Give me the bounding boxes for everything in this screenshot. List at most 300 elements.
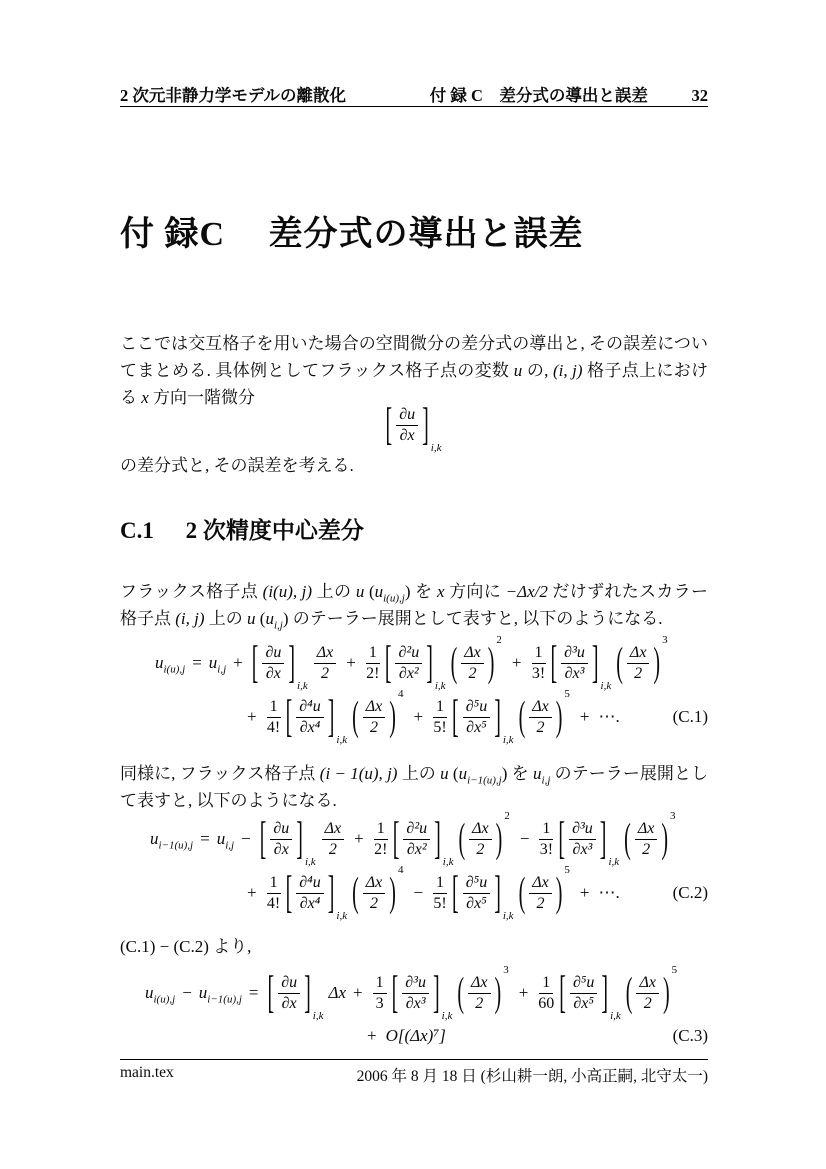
left-bracket: [ <box>285 867 293 919</box>
fraction-numerator: ∂²u <box>403 820 430 840</box>
equation-label: (C.1) <box>672 707 708 726</box>
math-subscript: i,j <box>217 663 227 676</box>
section-heading <box>120 512 708 545</box>
text-run: 格子点上における <box>120 361 709 407</box>
right-bracket: ] <box>288 637 296 689</box>
left-bracket: [ <box>452 691 459 743</box>
left-bracket: [ <box>385 399 393 451</box>
fraction <box>561 644 588 683</box>
equation-c3 <box>120 963 708 1052</box>
math-expression: O[(Δx)⁷] <box>385 1026 446 1045</box>
fraction-numerator: 1 <box>433 874 447 894</box>
right-paren: ) <box>389 694 396 740</box>
fraction-numerator: Δx <box>468 974 491 994</box>
left-paren: ( <box>458 816 466 862</box>
right-bracket: ] <box>426 637 433 689</box>
fraction-numerator: 1 <box>539 974 553 994</box>
fraction-numerator: ∂u <box>262 644 284 664</box>
left-bracket: [ <box>452 867 459 919</box>
fraction <box>267 698 281 737</box>
bracketed-derivative <box>558 967 623 1023</box>
fraction-numerator: 1 <box>433 698 447 718</box>
fraction-denominator: 2 <box>643 994 652 1012</box>
intro-paragraph-continuation <box>120 452 708 479</box>
inline-math: (i − 1(u), j) <box>319 764 398 783</box>
left-paren: ( <box>352 694 359 740</box>
math-subscript: i(u),j <box>153 993 176 1006</box>
equation-line <box>120 687 708 747</box>
inline-math-variable: $u_{i,j}$ <box>533 764 551 787</box>
math-operator: + <box>247 707 257 726</box>
right-bracket: ] <box>494 867 501 919</box>
inline-math: x <box>436 582 445 601</box>
fraction-denominator: ∂x <box>281 994 297 1012</box>
inline-math: (i, j) <box>175 609 205 628</box>
bracketed-derivative <box>550 637 614 693</box>
fraction-numerator: Δx <box>627 644 650 664</box>
fraction-numerator: 1 <box>532 644 546 664</box>
left-paren: ( <box>450 640 458 686</box>
fraction <box>262 644 284 683</box>
inline-math-variable: $u_{i,j}$ <box>265 609 283 632</box>
math-operator: + <box>413 707 424 726</box>
fraction-numerator: ∂u <box>270 820 292 840</box>
fraction <box>373 974 387 1013</box>
right-paren: ) <box>495 816 503 862</box>
equation-c1 <box>120 633 708 747</box>
left-bracket: [ <box>267 967 275 1019</box>
inline-math-variable: $u_{i-1(u),j}$ <box>458 764 502 787</box>
math-operator: + <box>367 1026 377 1045</box>
parenthesized-fraction <box>450 633 504 686</box>
right-bracket: ] <box>327 691 335 743</box>
fraction <box>529 698 552 737</box>
math-variable: $u_{i(u),j}$ <box>145 983 176 1006</box>
parenthesized-fraction <box>518 687 572 740</box>
fraction <box>433 874 447 913</box>
fraction-numerator: ∂⁵u <box>463 698 490 718</box>
fraction-numerator: 1 <box>374 820 388 840</box>
inline-math: −Δx/2 <box>505 582 548 601</box>
math-subscript: i−1(u),j <box>158 839 194 852</box>
bracketed-derivative <box>285 867 350 923</box>
left-paren: ( <box>625 970 633 1016</box>
left-bracket: [ <box>550 637 558 689</box>
fraction-denominator: 60 <box>538 994 555 1012</box>
fraction <box>270 820 292 859</box>
bracketed-derivative <box>451 867 516 923</box>
fraction-denominator: ∂x³ <box>564 664 585 682</box>
section-number: C.1 <box>120 518 154 543</box>
fraction-numerator: ∂u <box>396 406 418 426</box>
math-operator: + <box>579 707 590 726</box>
text-run: の差分式と, その誤差を考える. <box>120 456 354 475</box>
running-header <box>120 82 708 106</box>
fraction-denominator: ∂x² <box>398 664 419 682</box>
parenthesized-fraction <box>623 809 677 862</box>
math-operator: − <box>519 829 530 848</box>
fraction <box>363 698 386 737</box>
grid-index-subscript: i,k <box>312 1010 324 1023</box>
math-operator: = <box>192 653 202 672</box>
fraction <box>570 974 597 1013</box>
right-bracket: ] <box>304 967 311 1019</box>
math-operator: + <box>354 829 364 848</box>
right-paren: ) <box>662 970 670 1016</box>
fraction-denominator: 2 <box>642 840 651 858</box>
grid-index-subscript: i,k <box>502 910 514 923</box>
text-run: フラックス格子点 <box>120 582 263 601</box>
fraction-denominator: 2 <box>370 894 379 912</box>
chapter-title-text: 差分式の導出と誤差 <box>268 216 584 253</box>
math-variable: $u_{i-1(u),j}$ <box>198 983 242 1006</box>
fraction <box>529 874 552 913</box>
left-bracket: [ <box>392 813 400 865</box>
fraction <box>539 820 553 859</box>
exponent: 5 <box>564 863 570 876</box>
text-run: ) のテーラー展開として表すと, 以下のようになる. <box>282 609 663 628</box>
equation-line <box>120 1020 708 1052</box>
fraction <box>469 820 492 859</box>
exponent: 3 <box>670 809 676 822</box>
right-bracket: ] <box>601 967 609 1019</box>
fraction <box>363 874 386 913</box>
right-bracket: ] <box>494 691 501 743</box>
exponent: 2 <box>504 809 510 822</box>
right-paren: ) <box>487 640 495 686</box>
equation-c2 <box>120 809 708 923</box>
fraction-denominator: 2 <box>320 664 329 682</box>
fraction-denominator: 2 <box>634 664 643 682</box>
left-paren: ( <box>457 970 465 1016</box>
inline-math: x <box>141 388 149 407</box>
grid-index-subscript: i,k <box>608 856 620 869</box>
left-bracket: [ <box>559 967 566 1019</box>
fraction-numerator: Δx <box>529 874 552 894</box>
fraction-denominator: ∂x⁵ <box>573 994 594 1012</box>
chapter-title-prefix: 付 録C <box>120 216 226 253</box>
left-bracket: [ <box>251 637 259 689</box>
math-variable: $u_{i(u),j}$ <box>155 653 186 676</box>
page-number: 32 <box>691 86 708 105</box>
right-bracket: ] <box>434 813 441 865</box>
fraction-numerator: Δx <box>461 644 484 664</box>
exponent: 5 <box>564 687 570 700</box>
fraction-denominator: ∂x³ <box>572 840 593 858</box>
grid-index-subscript: i,k <box>297 680 308 693</box>
grid-index-subscript: i,k <box>430 442 442 455</box>
exponent: 2 <box>496 633 502 646</box>
fraction <box>366 644 380 683</box>
text-run: ( <box>448 764 459 783</box>
right-bracket: ] <box>327 867 335 919</box>
fraction <box>463 874 490 913</box>
fraction <box>296 698 323 737</box>
fraction <box>463 698 490 737</box>
fraction-numerator: Δx <box>636 974 659 994</box>
fraction <box>538 974 554 1013</box>
fraction-denominator: 4! <box>266 718 281 736</box>
parenthesized-fraction <box>625 963 679 1016</box>
fraction-numerator: 1 <box>267 698 281 718</box>
fraction <box>461 644 484 683</box>
math-expression: Δx <box>328 983 346 1002</box>
right-bracket: ] <box>591 637 599 689</box>
right-bracket: ] <box>432 967 440 1019</box>
equation-label: (C.3) <box>672 1026 708 1045</box>
fraction-numerator: 1 <box>267 874 281 894</box>
taylor-expansion-paragraph-1 <box>120 578 708 632</box>
right-bracket: ] <box>422 399 429 451</box>
math-operator: + <box>579 883 590 902</box>
equation-line <box>120 633 708 693</box>
fraction-numerator: ∂²u <box>395 644 422 664</box>
left-paren: ( <box>352 870 359 916</box>
inline-math: u <box>440 764 449 783</box>
text-run: ) を <box>501 764 534 783</box>
fraction-denominator: 3! <box>539 840 554 858</box>
fraction-denominator: 3 <box>375 994 384 1012</box>
math-operator: − <box>182 983 192 1002</box>
fraction <box>468 974 491 1013</box>
math-subscript: i−1(u),j <box>207 993 242 1006</box>
inline-math-subscript: i,j <box>541 774 551 787</box>
bracketed-derivative <box>557 813 621 869</box>
fraction-numerator: Δx <box>314 644 337 664</box>
fraction-denominator: 2 <box>536 718 545 736</box>
fraction <box>402 974 429 1013</box>
fraction-denominator: 5! <box>433 718 447 736</box>
fraction <box>267 874 281 913</box>
math-operator: − <box>413 883 424 902</box>
math-subscript: i,j <box>225 839 235 852</box>
fraction-numerator: 1 <box>539 820 553 840</box>
text-run: 方向に <box>444 582 506 601</box>
fraction-denominator: 2 <box>328 840 337 858</box>
math-variable: $u_{i,j}$ <box>208 653 227 676</box>
math-text: ⋯. <box>598 707 620 726</box>
fraction-numerator: ∂³u <box>569 820 596 840</box>
right-paren: ) <box>653 640 661 686</box>
derivation-note <box>120 933 708 960</box>
fraction-denominator: ∂x² <box>406 840 427 858</box>
left-paren: ( <box>624 816 631 862</box>
equation-line <box>120 863 708 923</box>
grid-index-subscript: i,k <box>610 1010 621 1023</box>
fraction-denominator: 2 <box>475 994 484 1012</box>
bracketed-derivative <box>285 691 350 747</box>
fraction <box>278 974 300 1013</box>
bracketed-derivative <box>384 637 448 693</box>
inline-math: u <box>247 609 256 628</box>
fraction-numerator: ∂⁴u <box>296 698 323 718</box>
fraction-denominator: ∂x⁴ <box>299 718 321 736</box>
math-operator: + <box>346 653 356 672</box>
text-run: 上の <box>397 764 441 783</box>
fraction-numerator: 1 <box>373 974 387 994</box>
fraction <box>569 820 596 859</box>
fraction-numerator: Δx <box>529 698 552 718</box>
fraction <box>433 698 447 737</box>
right-paren: ) <box>661 816 669 862</box>
fraction-denominator: 2! <box>366 664 380 682</box>
fraction-denominator: 2 <box>468 664 477 682</box>
fraction-numerator: ∂³u <box>402 974 429 994</box>
fraction <box>627 644 650 683</box>
inline-math: (i(u), j) <box>262 582 313 601</box>
grid-index-subscript: i,k <box>336 734 348 747</box>
text-run: 方向一階微分 <box>148 388 256 407</box>
fraction <box>322 820 345 859</box>
bracketed-derivative <box>392 813 456 869</box>
grid-index-subscript: i,k <box>441 1010 453 1023</box>
text-run: の, <box>522 361 553 380</box>
text-run: 上の <box>204 609 248 628</box>
parenthesized-fraction <box>457 809 511 862</box>
left-paren: ( <box>518 694 526 740</box>
math-operator: = <box>200 829 210 848</box>
header-rule <box>120 106 708 107</box>
right-paren: ) <box>555 694 563 740</box>
grid-index-subscript: i,k <box>502 734 514 747</box>
fraction <box>374 820 388 859</box>
inline-math-variable: $u_{i(u),j}$ <box>374 582 405 605</box>
math-operator: + <box>518 983 529 1002</box>
grid-index-subscript: i,k <box>304 856 316 869</box>
footer-rule <box>120 1059 708 1060</box>
fraction <box>532 644 546 683</box>
left-bracket: [ <box>558 813 566 865</box>
exponent: 5 <box>671 963 678 976</box>
text-run: のテーラー展開として表すと, 以下のようになる. <box>120 764 709 810</box>
right-paren: ) <box>494 970 502 1016</box>
fraction-numerator: Δx <box>469 820 492 840</box>
equation-line <box>120 398 708 455</box>
parenthesized-fraction <box>518 863 572 916</box>
text-run: 同様に, フラックス格子点 <box>120 764 320 783</box>
left-bracket: [ <box>285 691 293 743</box>
math-operator: + <box>511 653 522 672</box>
exponent: 3 <box>662 633 668 646</box>
fraction <box>296 874 323 913</box>
text-run: (C.1) − (C.2) より, <box>120 937 252 956</box>
left-paren: ( <box>518 870 526 916</box>
fraction-denominator: 4! <box>266 894 281 912</box>
math-operator: + <box>353 983 363 1002</box>
right-bracket: ] <box>296 813 303 865</box>
fraction-numerator: Δx <box>322 820 345 840</box>
bracketed-derivative <box>391 967 455 1023</box>
inline-math: u <box>513 361 523 380</box>
right-bracket: ] <box>599 813 607 865</box>
fraction-denominator: 2 <box>370 718 379 736</box>
equation-label: (C.2) <box>672 883 708 902</box>
fraction-numerator: ∂⁴u <box>296 874 323 894</box>
text-run: だけずれたスカラー格子点 <box>120 582 709 628</box>
fraction <box>636 974 659 1013</box>
text-run: ( <box>255 609 266 628</box>
fraction-denominator: 3! <box>531 664 546 682</box>
chapter-title <box>120 206 708 255</box>
exponent: 4 <box>397 863 404 876</box>
fraction-numerator: Δx <box>635 820 658 840</box>
grid-index-subscript: i,k <box>600 680 612 693</box>
fraction-numerator: ∂⁵u <box>570 974 597 994</box>
fraction <box>635 820 658 859</box>
fraction-numerator: ∂u <box>278 974 300 994</box>
bracketed-derivative <box>267 967 326 1023</box>
bracketed-derivative <box>259 813 318 869</box>
exponent: 4 <box>397 687 404 700</box>
display-equation-du-dx <box>120 398 708 455</box>
fraction-numerator: 1 <box>366 644 380 664</box>
math-text: ⋯. <box>598 883 620 902</box>
footer-date-authors: 2006 年 8 月 18 日 (杉山耕一朗, 小高正嗣, 北守太一) <box>356 1068 708 1085</box>
left-bracket: [ <box>384 637 392 689</box>
footer-filename: main.tex <box>120 1064 174 1081</box>
fraction-denominator: ∂x <box>273 840 289 858</box>
parenthesized-fraction <box>456 963 510 1016</box>
math-operator: − <box>241 829 251 848</box>
section-title: 2 次精度中心差分 <box>185 518 364 543</box>
fraction-denominator: 5! <box>433 894 447 912</box>
fraction-numerator: ∂³u <box>561 644 588 664</box>
inline-math-subscript: i,j <box>273 619 283 632</box>
equation-line <box>120 963 708 1023</box>
left-paren: ( <box>616 640 623 686</box>
fraction-numerator: Δx <box>363 874 386 894</box>
bracketed-derivative <box>251 637 310 693</box>
inline-math: u <box>355 582 365 601</box>
math-variable: $u_{i,j}$ <box>216 829 235 852</box>
fraction <box>396 406 418 445</box>
fraction-numerator: Δx <box>363 698 386 718</box>
right-paren: ) <box>555 870 563 916</box>
parenthesized-fraction <box>615 633 669 686</box>
text-run: ここでは交互格子を用いた場合の空間微分の差分式の導出と, その誤差についてまとめる. 具体例としてフラックス格子点の変数 <box>120 334 708 380</box>
exponent: 3 <box>503 963 509 976</box>
fraction <box>395 644 422 683</box>
fraction-denominator: ∂x <box>399 426 415 444</box>
inline-math-subscript: i−1(u),j <box>467 774 502 787</box>
bracketed-derivative <box>385 399 444 455</box>
math-subscript: i(u),j <box>163 663 186 676</box>
fraction-denominator: ∂x⁵ <box>466 718 487 736</box>
inline-math-subscript: i(u),j <box>383 592 405 605</box>
parenthesized-fraction <box>351 863 405 916</box>
bracketed-derivative <box>451 691 516 747</box>
grid-index-subscript: i,k <box>434 680 446 693</box>
text-run: ) を <box>404 582 437 601</box>
math-operator: + <box>233 653 243 672</box>
page-footer <box>120 1064 708 1086</box>
right-paren: ) <box>389 870 396 916</box>
text-run: 上の <box>312 582 356 601</box>
fraction <box>403 820 430 859</box>
fraction-denominator: ∂x⁵ <box>466 894 487 912</box>
fraction-denominator: ∂x³ <box>405 994 426 1012</box>
parenthesized-fraction <box>351 687 405 740</box>
fraction-denominator: ∂x⁴ <box>299 894 321 912</box>
fraction <box>314 644 337 683</box>
grid-index-subscript: i,k <box>336 910 348 923</box>
fraction-denominator: ∂x <box>265 664 281 682</box>
math-operator: + <box>247 883 257 902</box>
fraction-denominator: 2 <box>476 840 485 858</box>
grid-index-subscript: i,k <box>442 856 454 869</box>
running-header-left: 2 次元非静力学モデルの離散化 <box>120 86 347 105</box>
math-variable: $u_{i-1(u),j}$ <box>150 829 194 852</box>
